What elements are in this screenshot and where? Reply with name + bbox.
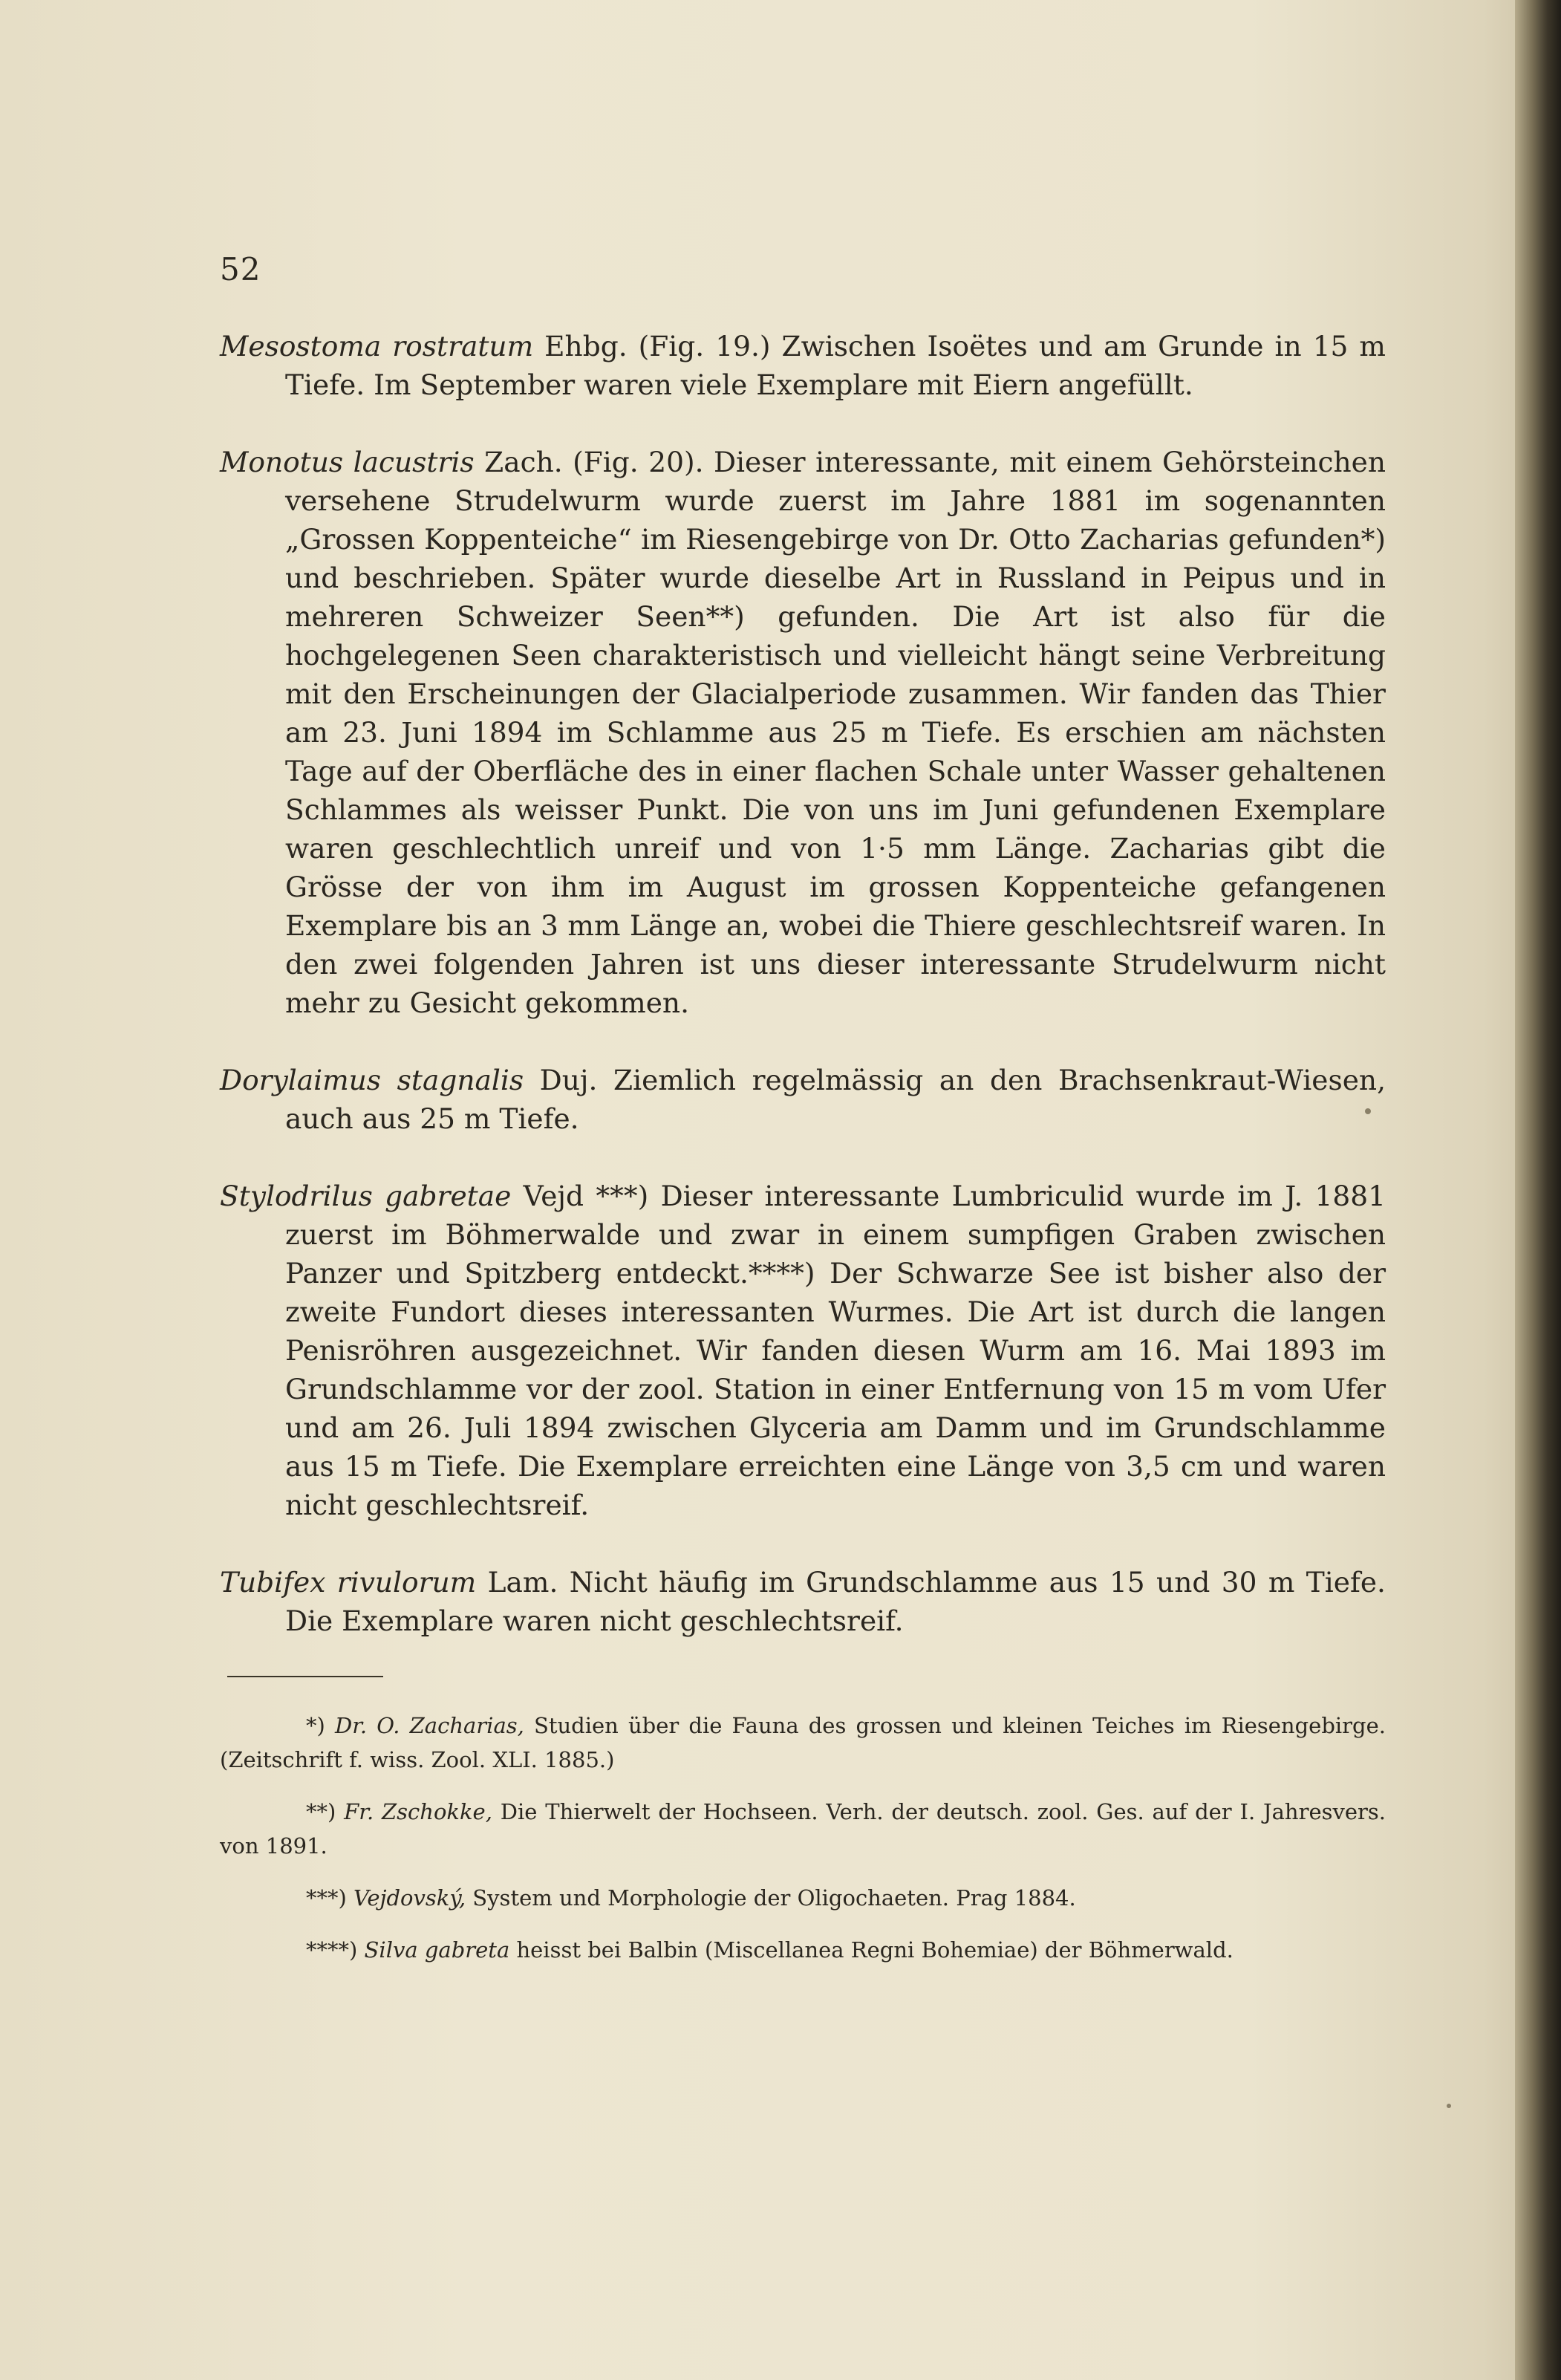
- footnote-author: Fr. Zschokke,: [344, 1799, 492, 1824]
- footnote-2: [220, 1795, 1386, 1863]
- footnote-author: Silva gabreta: [364, 1937, 510, 1963]
- footnote-mark: *): [306, 1713, 335, 1738]
- taxon-name: Dorylaimus stagnalis: [220, 1064, 524, 1096]
- page-number: 52: [220, 251, 261, 287]
- species-entry-dorylaimus: [220, 1061, 1386, 1138]
- footnote-mark: ****): [306, 1937, 365, 1963]
- entry-text: Lam. Nicht häufig im Grundschlamme aus 15 und 30 m Tiefe. Die Exemplare waren nicht geschlechtsreif.: [285, 1566, 1386, 1637]
- species-entry-monotus: [220, 443, 1386, 1022]
- book-spine-shadow: [1515, 0, 1561, 2380]
- taxon-name: Monotus lacustris: [220, 446, 475, 478]
- species-entry-mesostoma: [220, 327, 1386, 404]
- main-text: [220, 327, 1386, 1640]
- footnote-author: Dr. O. Zacharias,: [334, 1713, 524, 1738]
- footnote-mark: **): [306, 1799, 345, 1824]
- paper-speck: [1447, 2104, 1451, 2108]
- footnote-text: Die Thierwelt der Hochseen. Verh. der deutsch. zool. Ges. auf der I. Jahresvers. von 1891.: [220, 1799, 1386, 1859]
- footnote-1: [220, 1708, 1386, 1777]
- footnote-separator: [227, 1676, 383, 1677]
- footnote-text: System und Morphologie der Oligochaeten. Prag 1884.: [466, 1885, 1076, 1911]
- entry-text: Duj. Ziemlich regelmässig an den Brachsenkraut-Wiesen, auch aus 25 m Tiefe.: [285, 1064, 1386, 1135]
- taxon-name: Mesostoma rostratum: [220, 330, 534, 362]
- paper-speck: [1365, 1108, 1371, 1114]
- footnote-mark: ***): [306, 1885, 354, 1911]
- taxon-name: Stylodrilus gabretae: [220, 1180, 512, 1212]
- footnote-text: heisst bei Balbin (Miscellanea Regni Bohemiae) der Böhmerwald.: [509, 1937, 1234, 1963]
- entry-text: Zach. (Fig. 20). Dieser interessante, mit einem Gehörsteinchen versehene Strudelwurm wurde zuerst im Jahre 1881 im sogenannten „Grossen Koppenteiche“ im Riesengebirge von Dr. Otto Zacharias gefunden*) und beschrieben. Später wurde dieselbe Art in Russland in Peipus und in mehreren Schweizer Seen**) gefunden. Die Art ist also für die hochgelegenen Seen charakteristisch und vielleicht hängt seine Verbreitung mit den Erscheinungen der Glacialperiode zusammen. Wir fanden das Thier am 23. Juni 1894 im Schlamme aus 25 m Tiefe. Es erschien am nächsten Tage auf der Oberfläche des in einer flachen Schale unter Wasser gehaltenen Schlammes als weisser Punkt. Die von uns im Juni gefundenen Exemplare waren geschlechtlich unreif und von 1·5 mm Länge. Zacharias gibt die Grösse der von ihm im August im grossen Koppenteiche gefangenen Exemplare bis an 3 mm Länge an, wobei die Thiere geschlechtsreif waren. In den zwei folgenden Jahren ist uns dieser interessante Strudelwurm nicht mehr zu Gesicht gekommen.: [285, 446, 1386, 1019]
- species-entry-stylodrilus: [220, 1177, 1386, 1524]
- footnote-text: Studien über die Fauna des grossen und kleinen Teiches im Riesengebirge. (Zeitschrift f. wiss. Zool. XLI. 1885.): [220, 1713, 1386, 1772]
- footnote-4: [220, 1933, 1386, 1967]
- footnotes: [220, 1708, 1386, 1985]
- footnote-author: Vejdovský,: [353, 1885, 466, 1911]
- species-entry-tubifex: [220, 1563, 1386, 1640]
- footnote-3: [220, 1881, 1386, 1915]
- taxon-name: Tubifex rivulorum: [220, 1566, 477, 1599]
- entry-text: Vejd ***) Dieser interessante Lumbriculid wurde im J. 1881 zuerst im Böhmerwalde und zwar in einem sumpfigen Graben zwischen Panzer und Spitzberg entdeckt.****) Der Schwarze See ist bisher also der zweite Fundort dieses interessanten Wurmes. Die Art ist durch die langen Penisröhren ausgezeichnet. Wir fanden diesen Wurm am 16. Mai 1893 im Grundschlamme vor der zool. Station in einer Entfernung von 15 m vom Ufer und am 26. Juli 1894 zwischen Glyceria am Damm und im Grundschlamme aus 15 m Tiefe. Die Exemplare erreichten eine Länge von 3,5 cm und waren nicht geschlechtsreif.: [285, 1180, 1386, 1521]
- entry-text: Ehbg. (Fig. 19.) Zwischen Isoëtes und am Grunde in 15 m Tiefe. Im September waren viele Exemplare mit Eiern angefüllt.: [285, 330, 1386, 401]
